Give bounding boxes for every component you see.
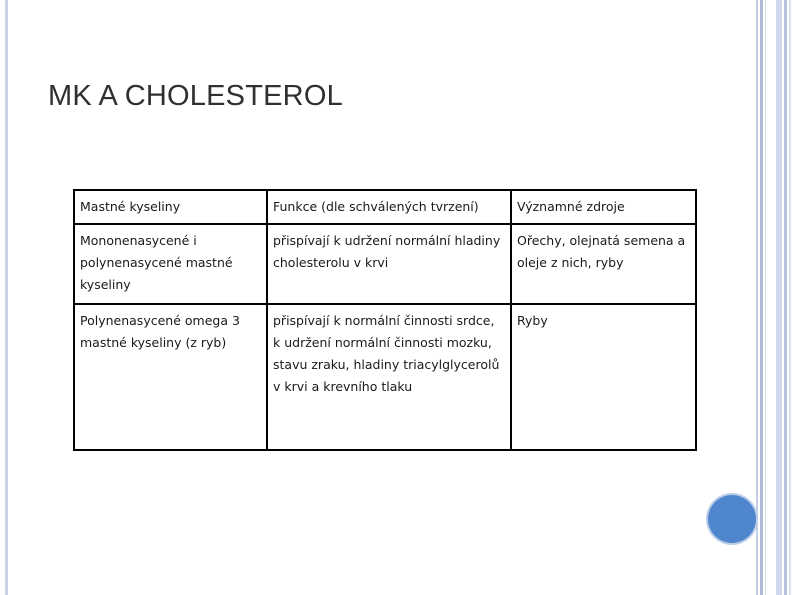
stripe	[765, 0, 766, 595]
stripe	[760, 0, 763, 595]
slide-frame-left	[5, 0, 8, 595]
table-row	[74, 224, 696, 304]
decorative-circle	[708, 495, 756, 543]
cell-acid: Mononenasycené i polynenasycené mastné kyseliny	[74, 224, 267, 304]
cell-acid: Polynenasycené omega 3 mastné kyseliny (z ryb)	[74, 304, 267, 450]
cell-sources: Ryby	[511, 304, 696, 450]
cell-function: přispívají k udržení normální hladiny cholesterolu v krvi	[267, 224, 511, 304]
stripe	[789, 0, 791, 595]
cell-function: přispívají k normální činnosti srdce, k udržení normální činnosti mozku, stavu zraku, hladiny triacylglycerolů v krvi a krevního tlaku	[267, 304, 511, 450]
fatty-acids-table	[73, 189, 697, 451]
stripe	[776, 0, 782, 595]
cell-sources: Ořechy, olejnatá semena a oleje z nich, ryby	[511, 224, 696, 304]
header-cell-sources: Významné zdroje	[511, 190, 696, 224]
header-cell-function: Funkce (dle schválených tvrzení)	[267, 190, 511, 224]
header-cell-acids: Mastné kyseliny	[74, 190, 267, 224]
stripe	[756, 0, 758, 595]
table-row	[74, 304, 696, 450]
table-header-row	[74, 190, 696, 224]
decorative-stripes	[754, 0, 794, 595]
stripe	[784, 0, 787, 595]
slide-title: MK A CHOLESTEROL	[48, 80, 343, 112]
